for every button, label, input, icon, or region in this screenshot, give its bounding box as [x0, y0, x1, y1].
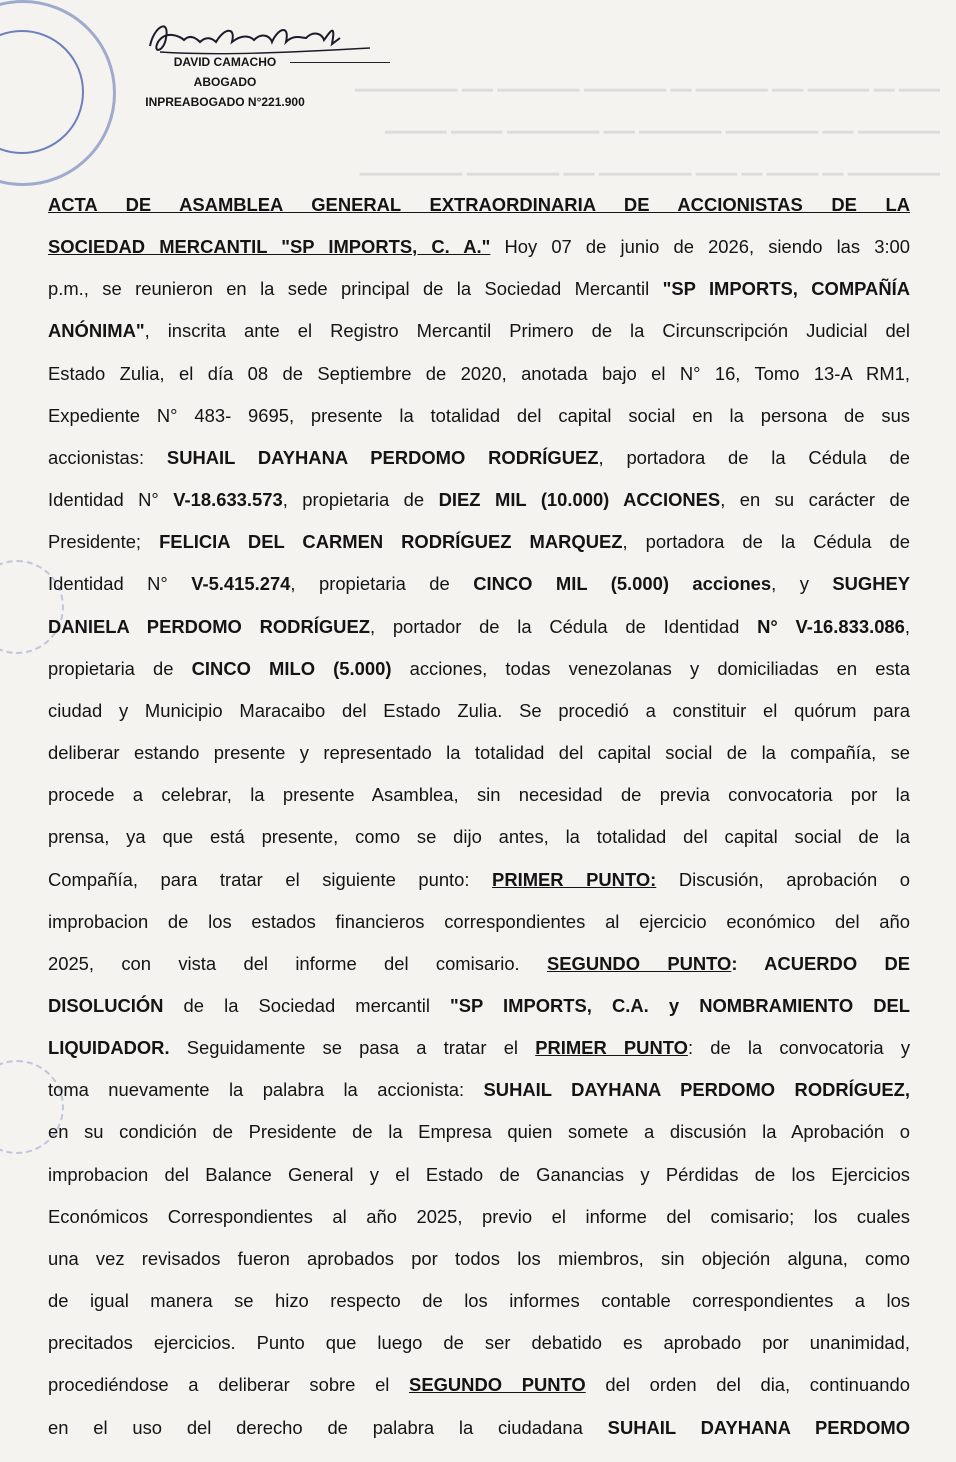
text-run: SEGUNDO PUNTO [547, 952, 732, 974]
text-run: 2025, con vista del informe del comisario. [48, 952, 548, 974]
text-run: , en su carácter de [720, 489, 910, 511]
text-run: procediéndose a deliberar sobre el [48, 1374, 410, 1396]
text-line [48, 943, 910, 985]
text-run: PRIMER PUNTO [535, 1037, 688, 1059]
text-run: SUHAIL DAYHANA PERDOMO RODRÍGUEZ, [483, 1079, 910, 1101]
text-run: Identidad N° [48, 489, 174, 511]
text-run: Compañía, para tratar el siguiente punto: [48, 868, 493, 890]
text-run: V-18.633.573 [173, 489, 283, 511]
text-line [48, 901, 910, 943]
lawyer-name: DAVID CAMACHO [173, 55, 277, 69]
text-line [48, 521, 910, 563]
text-run: acciones, todas venezolanas y domiciliadas en esta [391, 657, 911, 679]
text-line [48, 774, 910, 816]
text-run: PRIMER PUNTO: [492, 868, 657, 890]
text-line [48, 310, 910, 352]
text-run: , inscrita ante el Registro Mercantil Primero de la Circunscripción Judicial del [144, 320, 910, 342]
text-run: SUGHEY [832, 573, 911, 595]
text-line [48, 606, 910, 648]
text-line [48, 1322, 910, 1364]
text-run: prensa, ya que está presente, como se dijo antes, la totalidad del capital social de la [48, 826, 910, 848]
text-run: improbacion de los estados financieros correspondientes al ejercicio económico del año [48, 910, 910, 932]
text-line [48, 816, 910, 858]
text-run: de la Sociedad mercantil [163, 994, 450, 1016]
text-run: accionistas: [48, 446, 167, 468]
text-run: del orden del dia, continuando [585, 1374, 910, 1396]
lawyer-block [130, 52, 320, 112]
text-run: Discusión, aprobación o [656, 868, 910, 890]
text-run: Identidad N° [48, 573, 192, 595]
text-run: "SP IMPORTS, COMPAÑÍA [662, 278, 910, 300]
text-line [48, 859, 910, 901]
text-line [48, 648, 910, 690]
text-line [48, 1111, 910, 1153]
show-through-text: ━━━━ ━━ ━━━━━━ ━━━ ━━━━━━━ ━━ ━━━━━━━━ ━━━━━━━━ ━━━ ━━━━━━━━━━ ━━━━━━━━ ━━━ ━━━━━━━━━ ━━━━━━━━ ━━━ ━━━━━━━━━ ━━━━━ ━━━━━━ ━━━━━━━━━ ━━ ━━━━━ ━━ ━━━━ ━━━━━━━━━ ━━━ ━━━━━━━━━ ━━━━━━━━━━ [355, 81, 940, 184]
text-line [48, 268, 910, 310]
text-run: SEGUNDO PUNTO [409, 1374, 586, 1396]
text-run: de igual manera se hizo respecto de los informes contable correspondientes a los [48, 1290, 910, 1312]
text-run: DANIELA PERDOMO RODRÍGUEZ [48, 615, 370, 637]
lawyer-registration: INPREABOGADO N°221.900 [145, 95, 305, 109]
text-run: p.m., se reunieron en la sede principal de la Sociedad Mercantil [48, 278, 663, 300]
text-line [48, 1069, 910, 1111]
text-line [48, 1027, 910, 1069]
text-run: toma nuevamente la palabra la accionista: [48, 1079, 484, 1101]
text-line [48, 226, 910, 268]
text-run: DIEZ MIL (10.000) ACCIONES [438, 489, 721, 511]
text-line [48, 1238, 910, 1280]
text-run: FELICIA DEL CARMEN RODRÍGUEZ MARQUEZ [159, 531, 623, 553]
text-run: en el uso del derecho de palabra la ciudadana [48, 1416, 608, 1438]
text-run: , portador de la Cédula de Identidad [369, 615, 758, 637]
text-run: V-5.415.274 [191, 573, 291, 595]
text-run: precitados ejercicios. Punto que luego de ser debatido es aprobado por unanimidad, [48, 1332, 910, 1354]
text-run: Estado Zulia, el día 08 de Septiembre de 2020, anotada bajo el N° 16, Tomo 13-A RM1, [48, 362, 910, 384]
text-line [48, 985, 910, 1027]
text-run: procede a celebrar, la presente Asamblea, sin necesidad de previa convocatoria por la [48, 784, 910, 806]
text-run: LIQUIDADOR. [48, 1037, 170, 1059]
text-line [48, 479, 910, 521]
text-line [48, 690, 910, 732]
text-run: , portadora de la Cédula de [622, 531, 910, 553]
text-run: Expediente N° 483- 9695, presente la totalidad del capital social en la persona de sus [48, 404, 910, 426]
text-run: , propietaria de [290, 573, 474, 595]
text-line [48, 395, 910, 437]
text-run: ACTA DE ASAMBLEA GENERAL EXTRAORDINARIA DE ACCIONISTAS DE LA [48, 194, 910, 215]
text-line [48, 732, 910, 774]
text-run: propietaria de [48, 657, 192, 679]
text-run: : ACUERDO DE [731, 952, 911, 974]
text-run: CINCO MIL (5.000) acciones [473, 573, 772, 595]
text-run: improbacion del Balance General y el Estado de Ganancias y Pérdidas de los Ejercicios [48, 1163, 910, 1185]
text-run: , y [771, 573, 833, 595]
text-run: DISOLUCIÓN [48, 994, 164, 1016]
text-run: Hoy 07 de junio de 2026, siendo las 3:00 [490, 236, 911, 258]
text-line [48, 563, 910, 605]
text-run: , [904, 615, 911, 637]
text-line [48, 1196, 910, 1238]
text-run: "SP IMPORTS, C.A. y NOMBRAMIENTO DEL [450, 994, 910, 1016]
text-line [48, 1407, 910, 1449]
minutes-body [48, 184, 910, 1449]
text-run: ANÓNIMA" [48, 320, 145, 342]
text-line [48, 1280, 910, 1322]
text-run: SOCIEDAD MERCANTIL "SP IMPORTS, C. A." [48, 236, 491, 258]
text-run: en su condición de Presidente de la Empresa quien somete a discusión la Aprobación o [48, 1121, 910, 1143]
text-run: SUHAIL DAYHANA PERDOMO [607, 1416, 911, 1438]
text-line [48, 437, 910, 479]
text-run: ciudad y Municipio Maracaibo del Estado Zulia. Se procedió a constituir el quórum para [48, 699, 910, 721]
text-run: Presidente; [48, 531, 160, 553]
text-run: Seguidamente se pasa a tratar el [169, 1037, 536, 1059]
text-run: una vez revisados fueron aprobados por todos los miembros, sin objeción alguna, como [48, 1247, 910, 1269]
text-run: : de la convocatoria y [687, 1037, 911, 1059]
lawyer-title: ABOGADO [193, 75, 257, 89]
text-run: deliberar estando presente y representado la totalidad del capital social de la compañía, se [48, 742, 910, 764]
text-line [48, 353, 910, 395]
text-run: CINCO MILO (5.000) [191, 657, 392, 679]
text-run: , propietaria de [282, 489, 439, 511]
text-run: , portadora de la Cédula de [598, 446, 910, 468]
text-line [48, 1364, 910, 1406]
text-line [48, 1154, 910, 1196]
text-run: Económicos Correspondientes al año 2025, previo el informe del comisario; los cuales [48, 1205, 910, 1227]
text-line [48, 184, 910, 226]
text-run: N° V-16.833.086 [757, 615, 905, 637]
text-run: SUHAIL DAYHANA PERDOMO RODRÍGUEZ [166, 446, 599, 468]
